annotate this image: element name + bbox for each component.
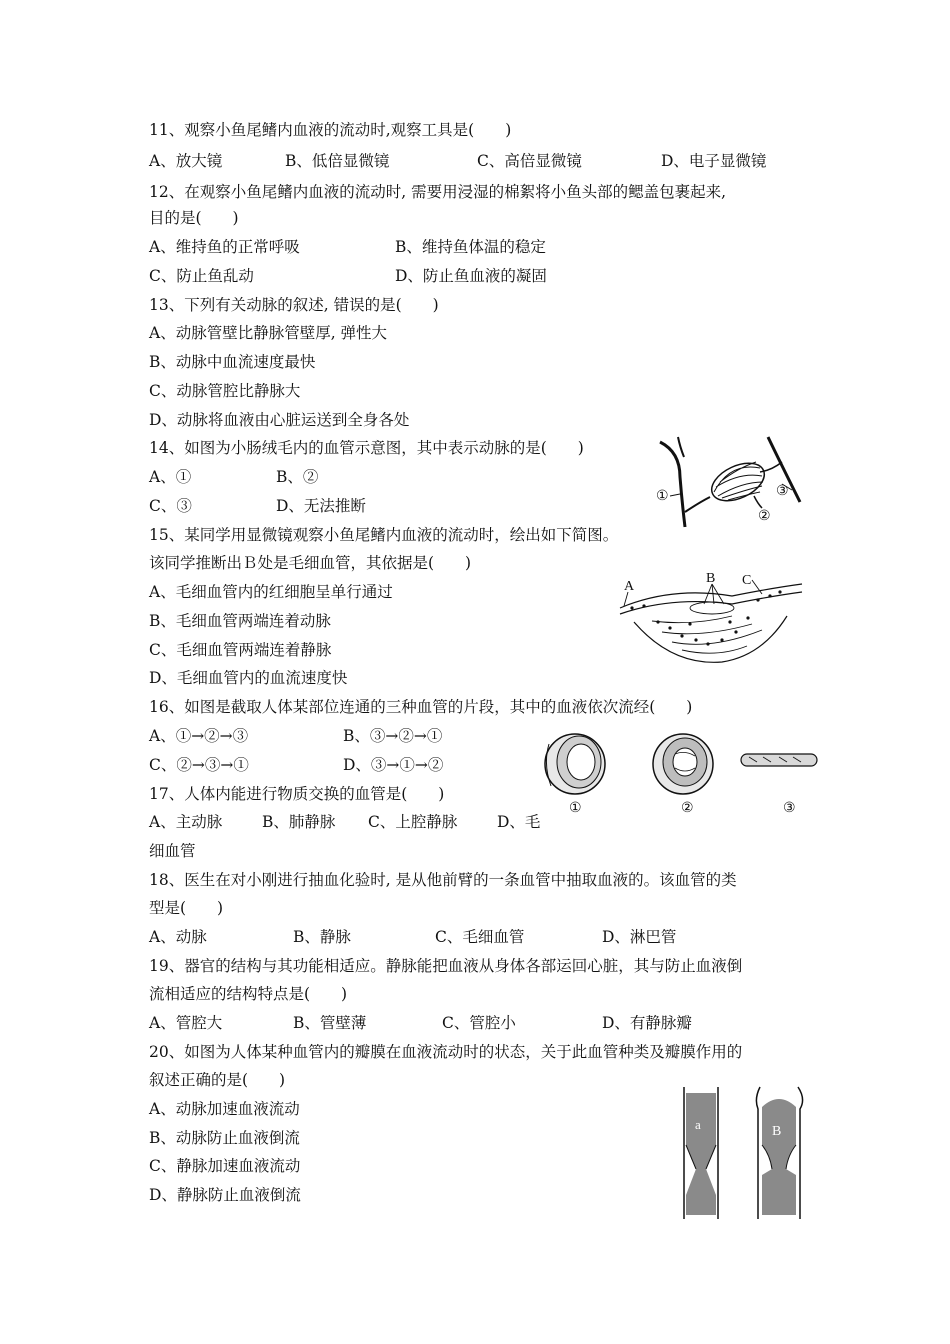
q16-fig-label-1: ① bbox=[569, 801, 582, 816]
q17-option-b: B、肺静脉 bbox=[262, 813, 336, 831]
q14-fig-label-3: ③ bbox=[776, 484, 789, 499]
q18-stem-line2: 型是( ) bbox=[149, 899, 224, 917]
q20-fig-label-b: B bbox=[772, 1124, 782, 1139]
q17-option-d: D、毛 bbox=[497, 813, 541, 831]
q20-option-c: C、静脉加速血液流动 bbox=[149, 1157, 301, 1175]
q16-stem: 16、如图是截取人体某部位连通的三种血管的片段，其中的血液依次流经( ) bbox=[149, 698, 693, 716]
q12-option-b: B、维持鱼体温的稳定 bbox=[395, 238, 546, 256]
q15-stem-line2: 该同学推断出Ｂ处是毛细血管，其依据是( ) bbox=[149, 554, 472, 572]
q18-option-c: C、毛细血管 bbox=[435, 928, 525, 946]
q12-option-d: D、防止鱼血液的凝固 bbox=[395, 267, 547, 285]
q11-option-a: A、放大镜 bbox=[149, 152, 223, 170]
q13-option-a: A、动脉管壁比静脉管壁厚, 弹性大 bbox=[149, 324, 388, 342]
q15-option-d: D、毛细血管内的血流速度快 bbox=[149, 669, 348, 687]
q15-option-a: A、毛细血管内的红细胞呈单行通过 bbox=[149, 583, 393, 601]
q20-stem-line1: 20、如图为人体某种血管内的瓣膜在血液流动时的状态，关于此血管种类及瓣膜作用的 bbox=[149, 1043, 743, 1061]
q16-option-b: B、③→②→① bbox=[343, 727, 443, 745]
q17-option-c: C、上腔静脉 bbox=[368, 813, 458, 831]
q14-option-c: C、③ bbox=[149, 497, 192, 515]
q16-option-a: A、①→②→③ bbox=[149, 727, 249, 745]
q20-option-b: B、动脉防止血液倒流 bbox=[149, 1129, 300, 1147]
q17-option-a: A、主动脉 bbox=[149, 813, 223, 831]
q16-option-c: C、②→③→① bbox=[149, 756, 249, 774]
q17-stem: 17、人体内能进行物质交换的血管是( ) bbox=[149, 785, 445, 803]
q20-fig-label-a: a bbox=[695, 1117, 701, 1132]
q16-option-d: D、③→①→② bbox=[343, 756, 444, 774]
q12-option-a: A、维持鱼的正常呼吸 bbox=[149, 238, 300, 256]
q19-option-a: A、管腔大 bbox=[149, 1014, 223, 1032]
q18-stem-line1: 18、医生在对小刚进行抽血化验时, 是从他前臂的一条血管中抽取血液的。该血管的类 bbox=[149, 871, 737, 889]
vein-valve-figure bbox=[676, 1085, 816, 1221]
q14-option-b: B、② bbox=[276, 468, 319, 486]
q20-option-d: D、静脉防止血液倒流 bbox=[149, 1186, 301, 1204]
q17-option-d-continuation: 细血管 bbox=[149, 842, 196, 860]
q13-option-d: D、动脉将血液由心脏运送到全身各处 bbox=[149, 411, 410, 429]
q15-fig-label-c: C bbox=[742, 573, 752, 588]
q11-stem: 11、观察小鱼尾鳍内血液的流动时,观察工具是( ) bbox=[149, 121, 512, 139]
q19-stem-line2: 流相适应的结构特点是( ) bbox=[149, 985, 348, 1003]
q16-fig-label-2: ② bbox=[681, 801, 694, 816]
q15-fig-label-a: A bbox=[624, 579, 635, 594]
q15-stem-line1: 15、某同学用显微镜观察小鱼尾鳍内血液的流动时，绘出如下简图。 bbox=[149, 526, 619, 544]
fish-tail-capillary-figure bbox=[612, 566, 808, 670]
q15-fig-label-b: B bbox=[706, 571, 716, 586]
q13-option-b: B、动脉中血流速度最快 bbox=[149, 353, 316, 371]
q19-option-c: C、管腔小 bbox=[442, 1014, 516, 1032]
q12-option-c: C、防止鱼乱动 bbox=[149, 267, 254, 285]
q18-option-b: B、静脉 bbox=[293, 928, 351, 946]
q13-option-c: C、动脉管腔比静脉大 bbox=[149, 382, 301, 400]
q12-stem-line1: 12、在观察小鱼尾鳍内血液的流动时, 需要用浸湿的棉絮将小鱼头部的鳃盖包裹起来, bbox=[149, 183, 727, 201]
q20-stem-line2: 叙述正确的是( ) bbox=[149, 1071, 286, 1089]
q15-option-b: B、毛细血管两端连着动脉 bbox=[149, 612, 331, 630]
q18-option-a: A、动脉 bbox=[149, 928, 207, 946]
q11-option-d: D、电子显微镜 bbox=[661, 152, 767, 170]
q13-stem: 13、下列有关动脉的叙述, 错误的是( ) bbox=[149, 296, 439, 314]
q19-option-b: B、管壁薄 bbox=[293, 1014, 367, 1032]
q15-option-c: C、毛细血管两端连着静脉 bbox=[149, 641, 332, 659]
q20-option-a: A、动脉加速血液流动 bbox=[149, 1100, 300, 1118]
q12-stem-line2: 目的是( ) bbox=[149, 209, 239, 227]
q14-fig-label-1: ① bbox=[656, 489, 669, 504]
q14-option-a: A、① bbox=[149, 468, 192, 486]
q14-fig-label-2: ② bbox=[758, 509, 771, 524]
q18-option-d: D、淋巴管 bbox=[602, 928, 677, 946]
three-vessels-figure bbox=[535, 724, 825, 820]
q19-option-d: D、有静脉瓣 bbox=[602, 1014, 692, 1032]
q19-stem-line1: 19、器官的结构与其功能相适应。静脉能把血液从身体各部运回心脏，其与防止血液倒 bbox=[149, 957, 743, 975]
q16-fig-label-3: ③ bbox=[783, 801, 796, 816]
q14-stem: 14、如图为小肠绒毛内的血管示意图，其中表示动脉的是( ) bbox=[149, 439, 584, 457]
q11-option-c: C、高倍显微镜 bbox=[477, 152, 582, 170]
q14-option-d: D、无法推断 bbox=[276, 497, 366, 515]
q11-option-b: B、低倍显微镜 bbox=[285, 152, 390, 170]
villus-vessel-figure bbox=[650, 432, 810, 532]
